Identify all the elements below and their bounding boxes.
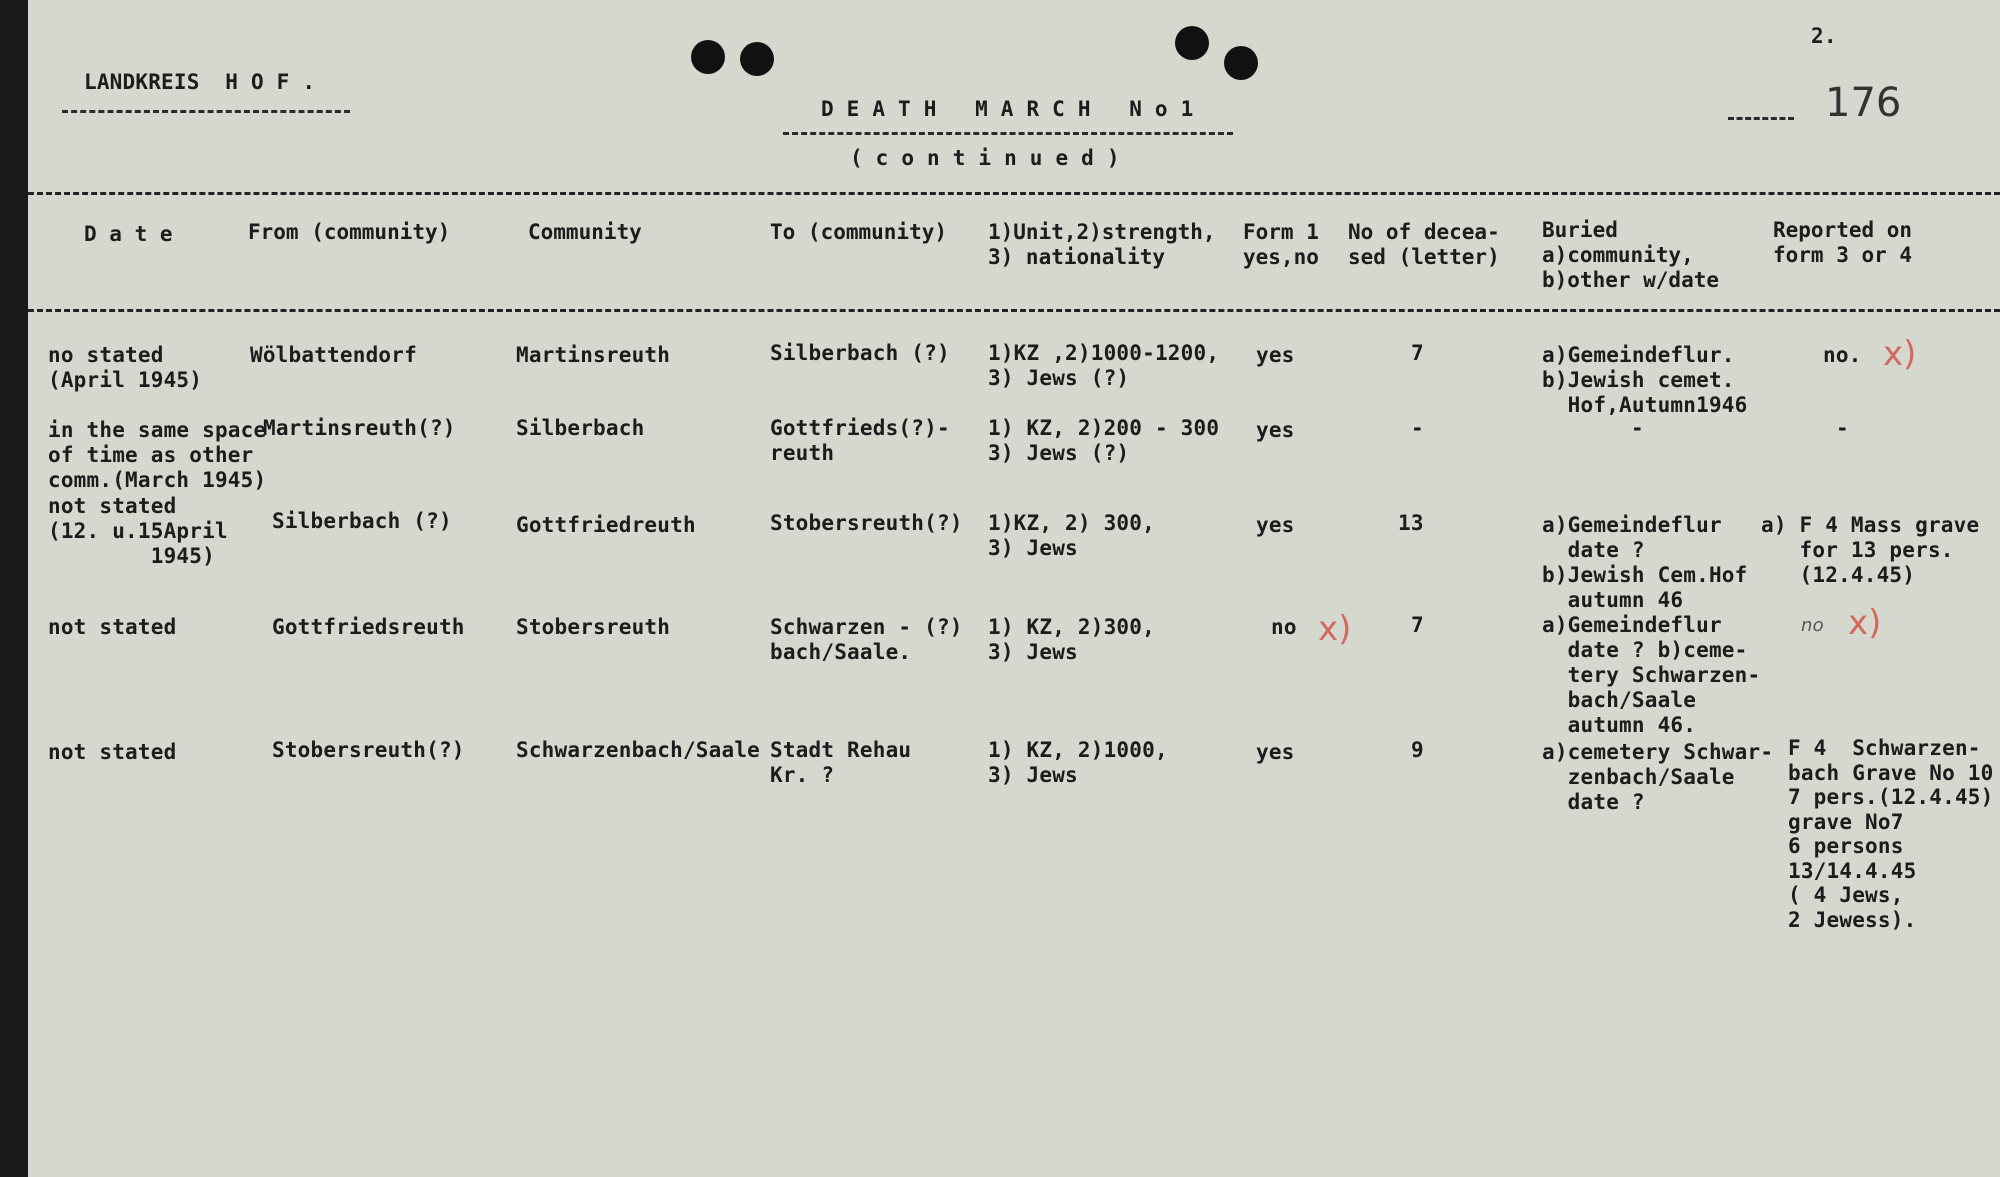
cell-from: Gottfriedsreuth	[272, 615, 465, 639]
punch-hole-icon	[691, 40, 725, 74]
cell-unit: 1)KZ ,2)1000-1200, 3) Jews (?)	[988, 341, 1220, 390]
cell-community: Schwarzenbach/Saale	[516, 738, 761, 762]
column-header-buried: Buried a)community, b)other w/date	[1542, 218, 1720, 292]
punch-hole-icon	[1175, 26, 1209, 60]
red-annotation-mark: x)	[1883, 334, 1917, 374]
column-header-unit: 1)Unit,2)strength, 3) nationality	[988, 220, 1216, 269]
cell-buried: -	[1631, 416, 1644, 440]
cell-date: in the same space of time as other comm.(March 1945)	[48, 418, 267, 492]
header-top-rule	[28, 192, 2000, 195]
punch-hole-icon	[740, 42, 774, 76]
column-header-community: Community	[528, 220, 642, 244]
punch-hole-icon	[1224, 46, 1258, 80]
document-title: D E A T H M A R C H N o 1	[821, 97, 1194, 121]
cell-deceased: 7	[1411, 613, 1424, 637]
cell-form1: yes	[1256, 513, 1295, 537]
landkreis-underline	[62, 110, 350, 113]
archive-stamp-mark	[1728, 117, 1794, 120]
cell-community: Silberbach	[516, 416, 645, 440]
cell-deceased: 7	[1411, 341, 1424, 365]
cell-from: Martinsreuth(?)	[263, 416, 456, 440]
column-header-to: To (community)	[770, 220, 948, 244]
cell-from: Wölbattendorf	[250, 343, 417, 367]
cell-deceased: 9	[1411, 738, 1424, 762]
red-annotation-mark: x)	[1848, 603, 1882, 643]
column-header-from: From (community)	[248, 220, 451, 244]
cell-form1: yes	[1256, 343, 1295, 367]
cell-unit: 1)KZ, 2) 300, 3) Jews	[988, 511, 1155, 560]
cell-to: Stobersreuth(?)	[770, 511, 963, 535]
cell-to: Stadt Rehau Kr. ?	[770, 738, 912, 787]
landkreis-label: LANDKREIS H O F .	[84, 70, 316, 94]
cell-reported: F 4 Schwarzen- bach Grave No 10 7 pers.(12.4.45) grave No7 6 persons 13/14.4.45 ( 4 Jews, 2 Jewess).	[1788, 736, 1994, 932]
cell-date: not stated	[48, 740, 177, 764]
column-header-date: D a t e	[84, 222, 173, 246]
header-bottom-rule	[28, 309, 2000, 312]
cell-unit: 1) KZ, 2)1000, 3) Jews	[988, 738, 1168, 787]
cell-buried: a)Gemeindeflur date ? b)Jewish Cem.Hof autumn 46	[1542, 513, 1748, 612]
cell-community: Stobersreuth	[516, 615, 671, 639]
cell-reported: -	[1836, 416, 1849, 440]
cell-deceased: 13	[1398, 511, 1424, 535]
cell-date: not stated	[48, 615, 177, 639]
cell-to: Silberbach (?)	[770, 341, 950, 365]
cell-reported: a) F 4 Mass grave for 13 pers. (12.4.45)	[1761, 513, 1980, 587]
column-header-form1: Form 1 yes,no	[1243, 220, 1319, 269]
document-subtitle: ( c o n t i n u e d )	[850, 146, 1120, 170]
cell-from: Stobersreuth(?)	[272, 738, 465, 762]
cell-date: no stated (April 1945)	[48, 343, 203, 392]
page-number: 2.	[1811, 24, 1837, 48]
column-header-deceased: No of decea- sed (letter)	[1348, 220, 1500, 269]
archive-number: 176	[1825, 80, 1902, 126]
cell-to: Gottfrieds(?)- reuth	[770, 416, 950, 465]
cell-unit: 1) KZ, 2)200 - 300 3) Jews (?)	[988, 416, 1220, 465]
cell-buried: a)cemetery Schwar- zenbach/Saale date ?	[1542, 740, 1774, 814]
cell-reported: no	[1801, 615, 1824, 636]
cell-from: Silberbach (?)	[272, 509, 452, 533]
cell-form1: no	[1271, 615, 1297, 639]
cell-to: Schwarzen - (?) bach/Saale.	[770, 615, 963, 664]
cell-community: Martinsreuth	[516, 343, 671, 367]
cell-buried: a)Gemeindeflur. b)Jewish cemet. Hof,Autumn1946	[1542, 343, 1748, 417]
cell-unit: 1) KZ, 2)300, 3) Jews	[988, 615, 1155, 664]
cell-deceased: -	[1411, 416, 1424, 440]
red-annotation-mark: x)	[1318, 609, 1352, 649]
column-header-reported: Reported on form 3 or 4	[1773, 218, 1913, 267]
cell-community: Gottfriedreuth	[516, 513, 696, 537]
cell-form1: yes	[1256, 418, 1295, 442]
cell-date: not stated (12. u.15April 1945)	[48, 494, 228, 568]
cell-reported: no.	[1823, 343, 1862, 367]
title-underline	[783, 132, 1233, 135]
cell-buried: a)Gemeindeflur date ? b)ceme- tery Schwarzen- bach/Saale autumn 46.	[1542, 613, 1761, 737]
cell-form1: yes	[1256, 740, 1295, 764]
document-page	[28, 0, 2000, 1177]
